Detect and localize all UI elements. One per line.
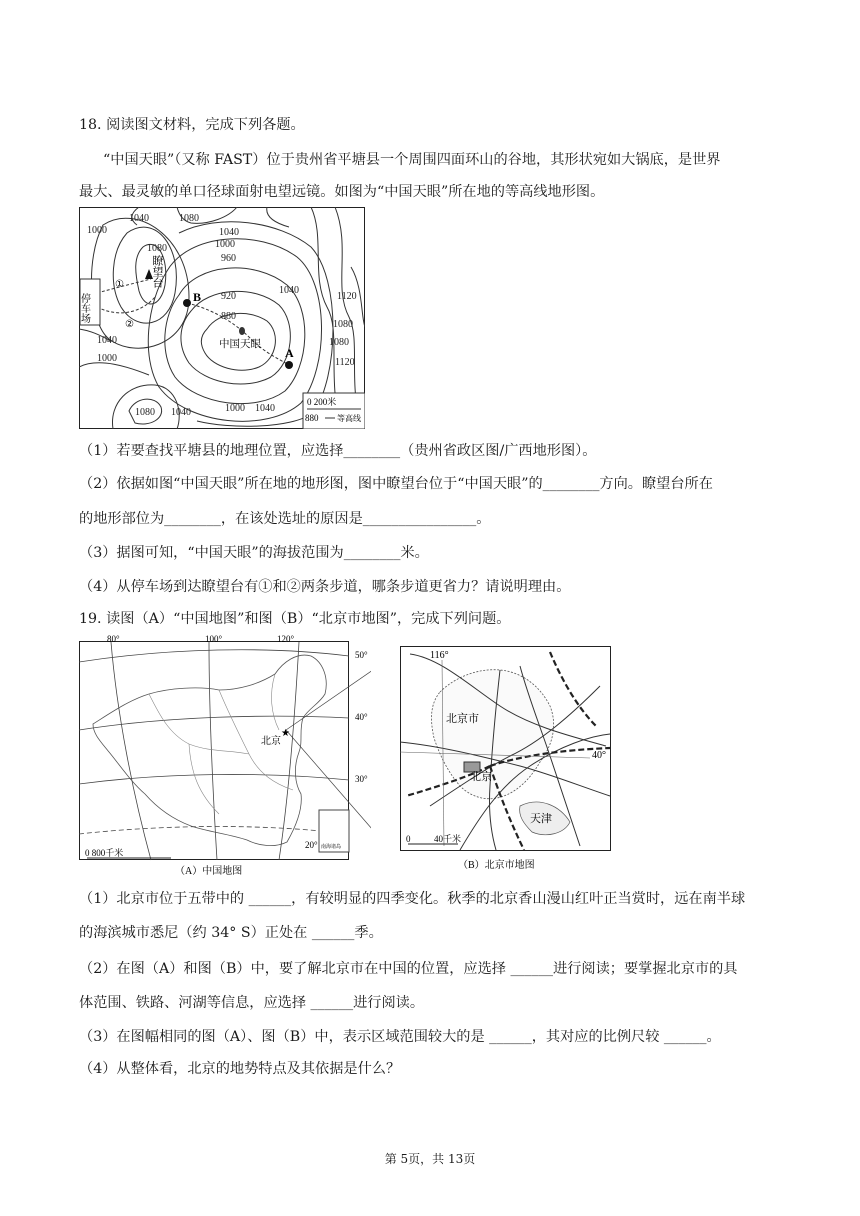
route-1-label: ① [115, 279, 124, 290]
svg-text:1000: 1000 [87, 225, 107, 236]
caption-b: （B）北京市地图 [458, 860, 535, 871]
point-b-label: B [193, 290, 202, 304]
svg-text:1080: 1080 [135, 407, 155, 418]
q19-sub4: （4）从整体看，北京的地势特点及其依据是什么？ [79, 1061, 401, 1077]
q19-title: 19. 读图（A）“中国地图”和图（B）“北京市地图”，完成下列问题。 [79, 611, 511, 627]
svg-text:880: 880 [221, 311, 236, 322]
inset-label: 南海诸岛 [321, 845, 342, 850]
svg-text:120°: 120° [277, 634, 295, 644]
scale-a: 0 800千米 [85, 848, 124, 858]
beijing-star-icon: ★ [281, 728, 290, 739]
q18-sub4: （4）从停车场到达瞭望台有①和②两条步道，哪条步道更省力？请说明理由。 [79, 579, 571, 595]
svg-text:100°: 100° [205, 634, 223, 644]
svg-text:1040: 1040 [97, 335, 117, 346]
fast-contour-map [79, 207, 365, 429]
svg-text:1080: 1080 [147, 243, 167, 254]
fast-marker [239, 327, 245, 335]
svg-text:80°: 80° [107, 634, 120, 644]
beijing-map [400, 646, 614, 874]
route-2-label: ② [125, 319, 134, 330]
svg-text:1120: 1120 [337, 291, 357, 302]
q18-title: 18. 阅读图文材料，完成下列各题。 [79, 117, 305, 133]
legend-contour-label: 等高线 [337, 414, 361, 423]
fast-label: 中国天眼 [219, 339, 261, 350]
caption-a: （A）中国地图 [175, 866, 243, 876]
q19-sub3: （3）在图幅相同的图（A）、图（B）中，表示区域范围较大的是 ______，其对应的比例尺较 ______。 [79, 1029, 721, 1045]
page-footer: 第 5页，共 13页 [384, 1152, 476, 1166]
svg-text:1040: 1040 [279, 285, 299, 296]
point-b [183, 299, 191, 307]
svg-text:920: 920 [221, 291, 236, 302]
svg-text:1040: 1040 [171, 407, 191, 418]
lon-label-b: 116° [430, 650, 449, 661]
q19-sub1-line1: （1）北京市位于五带中的 ______，有较明显的四季变化。秋季的北京香山漫山红叶正当赏时，远在南半球 [79, 891, 746, 907]
legend-scale: 0 200米 [307, 397, 337, 407]
svg-text:1080: 1080 [179, 213, 199, 224]
q19-sub1-line2: 的海滨城市悉尼（约 34° S）正处在 ______季。 [79, 925, 383, 941]
svg-text:30°: 30° [355, 774, 368, 784]
svg-text:1000: 1000 [225, 403, 245, 414]
legend-contour-value: 880 [305, 413, 319, 423]
scale-zero-b: 0 [406, 834, 411, 844]
point-a-label: A [285, 346, 294, 360]
china-map [79, 634, 371, 876]
lat-label-b: 40° [592, 750, 606, 761]
beijing-label-a: 北京 [261, 736, 281, 747]
q18-paragraph-line2: 最大、最灵敏的单口径球面射电望远镜。如图为“中国天眼”所在地的等高线地形图。 [79, 184, 605, 200]
parking-label: 停车场 [79, 293, 90, 323]
q18-sub3: （3）据图可知，“中国天眼”的海拔范围为________米。 [79, 545, 429, 561]
q18-paragraph-line1: “中国天眼”（又称 FAST）位于贵州省平塘县一个周围四面环山的谷地，其形状宛如大锅底，是世界 [103, 152, 721, 168]
q18-sub2-line1: （2）依据如图“中国天眼”所在地的地形图，图中瞭望台位于“中国天眼”的________方向。瞭望台所在 [79, 476, 713, 492]
lookout-label: 瞭望台 [151, 255, 163, 288]
q18-sub2-line2: 的地形部位为________，在该处选址的原因是________________。 [79, 511, 491, 527]
svg-text:1000: 1000 [97, 353, 117, 364]
svg-text:1040: 1040 [129, 213, 149, 224]
svg-text:960: 960 [221, 253, 236, 264]
q18-sub1: （1）若要查找平塘县的地理位置，应选择________（贵州省政区图/广西地形图）。 [79, 443, 597, 459]
tianjin-label: 天津 [530, 813, 552, 825]
beijing-city-label: 北京市 [446, 713, 479, 725]
point-a [285, 361, 293, 369]
svg-text:40°: 40° [355, 712, 368, 722]
q19-sub2-line2: 体范围、铁路、河湖等信息，应选择 ______进行阅读。 [79, 995, 425, 1011]
svg-text:50°: 50° [355, 650, 368, 660]
svg-text:20°: 20° [305, 840, 318, 850]
q19-sub2-line1: （2）在图（A）和图（B）中，要了解北京市在中国的位置，应选择 ______进行阅读；要掌握北京市的具 [79, 961, 738, 977]
beijing-label-b: 北京 [470, 771, 492, 783]
svg-text:1120: 1120 [335, 357, 355, 368]
svg-text:1040: 1040 [219, 227, 239, 238]
svg-text:1080: 1080 [333, 319, 353, 330]
svg-text:1080: 1080 [329, 337, 349, 348]
svg-text:1040: 1040 [255, 403, 275, 414]
scale-b: 40千米 [434, 834, 462, 844]
svg-text:1000: 1000 [215, 239, 235, 250]
